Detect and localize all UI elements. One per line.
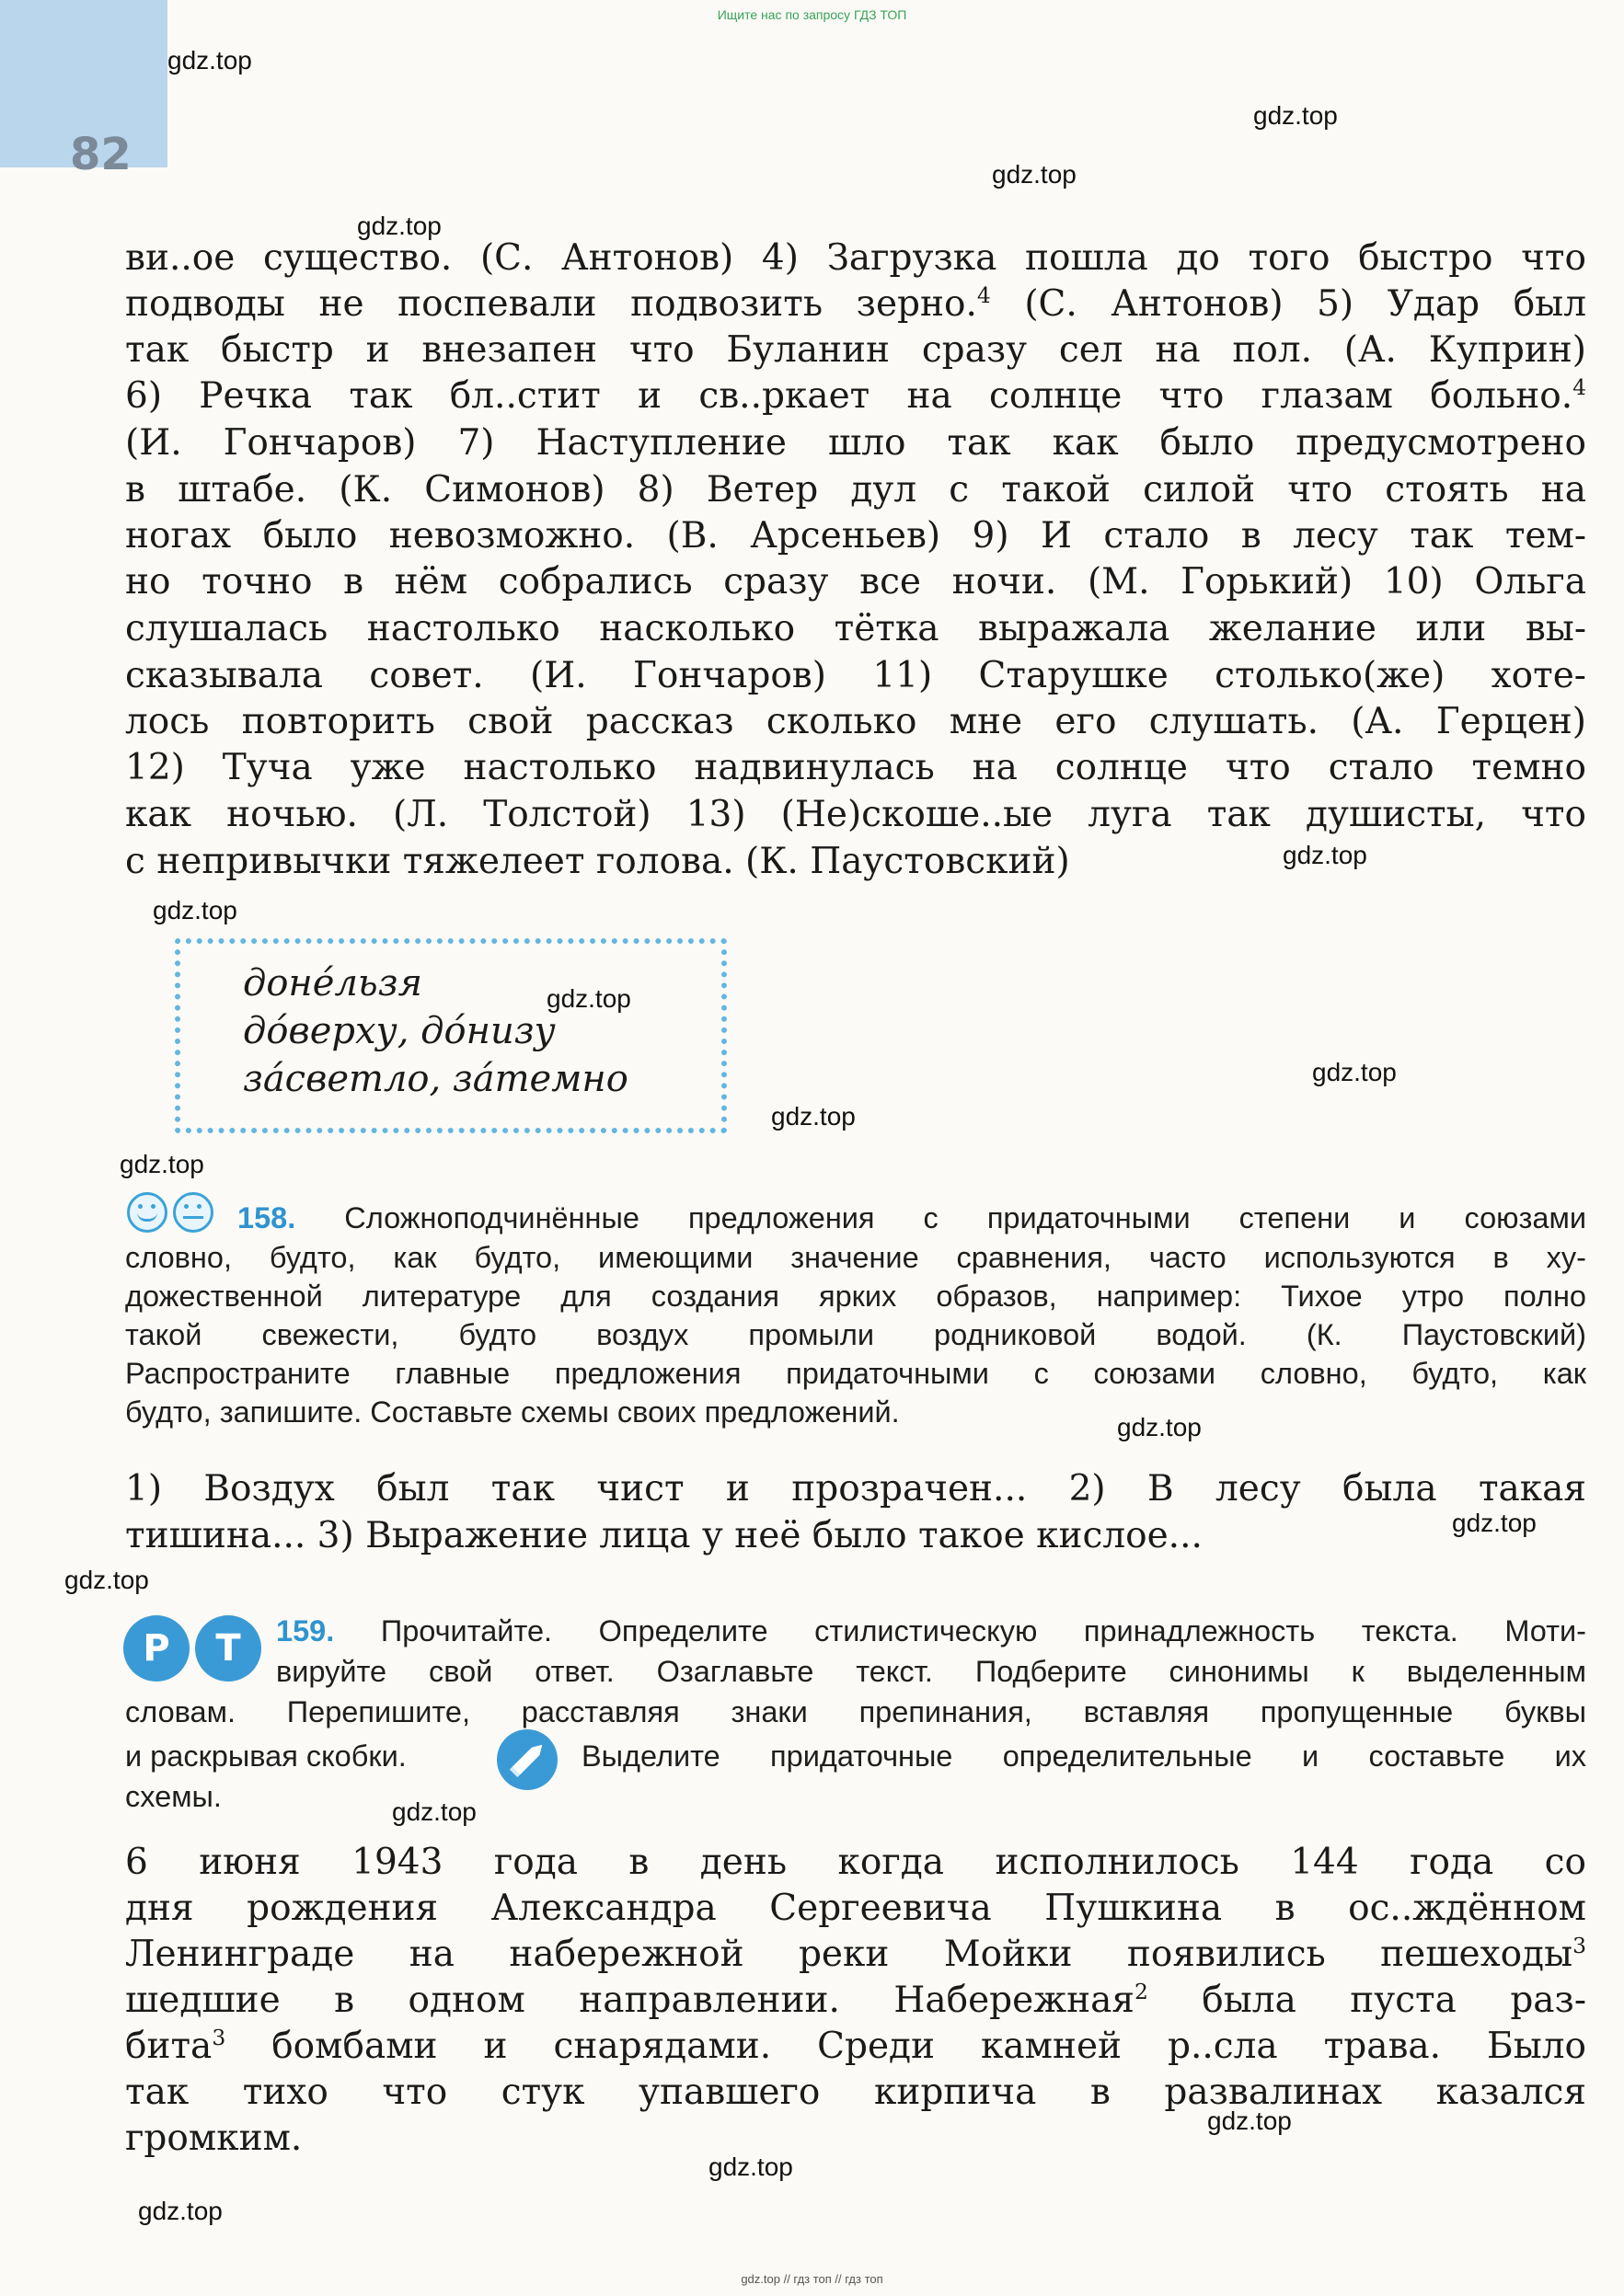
badge-r: Р (123, 1615, 190, 1682)
watermark: gdz.top (138, 2197, 223, 2225)
watermark: gdz.top (120, 1150, 204, 1178)
exercise-line: будто, запишите. Составьте схемы своих предложений. (125, 1395, 900, 1429)
text-line: с непривычки тяжелеет голова. (К. Паустовский) (125, 841, 1070, 882)
exercise-line: вируйте свой ответ. Озаглавьте текст. Подберите синонимы к выделенным (276, 1655, 1586, 1688)
exercise-line: и раскрывая скобки. (125, 1739, 407, 1773)
vocab-word: доне́льзя (243, 962, 422, 1004)
text-line: 6) Речка так бл..стит и св..ркает на солнце что глазам больно.$^4$ (125, 374, 1586, 417)
text-line: так тихо что стук упавшего кирпича в развалинах казался (125, 2072, 1586, 2113)
watermark: gdz.top (1312, 1058, 1397, 1086)
text-line: бита$^3$ бомбами и снарядами. Среди камней р..сла трава. Было (125, 2025, 1586, 2067)
text-line: 12) Туча уже настолько надвинулась на солнце что стало темно (125, 747, 1586, 788)
text-line: (И. Гончаров) 7) Наступление шло так как было предусмотрено (125, 422, 1586, 464)
watermark: gdz.top (167, 46, 252, 75)
exercise-line: словно, будто, как будто, имеющими значение сравнения, часто используются в ху- (125, 1241, 1586, 1274)
exercise-line: такой свежести, будто воздух промыли родниковой водой. (К. Паустовский) (125, 1318, 1586, 1351)
watermark: gdz.top (1283, 841, 1367, 869)
text-line: 6 июня 1943 года в день когда исполнилось 144 года со (125, 1842, 1586, 1883)
text-line: в штабе. (К. Симонов) 8) Ветер дул с такой силой что стоять на (125, 469, 1586, 511)
watermark: gdz.top (992, 160, 1077, 189)
top-note: Ищите нас по запросу ГДЗ ТОП (717, 7, 907, 22)
exercise-line: 159. Прочитайте. Определите стилистическую принадлежность текста. Моти- (276, 1614, 1587, 1647)
watermark: gdz.top (392, 1797, 477, 1826)
watermark: gdz.top (1253, 101, 1338, 130)
text-line: слушалась настолько насколько тётка выражала желание или вы- (125, 608, 1586, 649)
watermark: gdz.top (771, 1102, 856, 1131)
page-number: 82 (70, 129, 132, 180)
watermark: gdz.top (547, 984, 631, 1013)
exercise-line: словам. Перепишите, расставляя знаки препинания, вставляя пропущенные буквы (125, 1695, 1586, 1728)
watermark: gdz.top (153, 896, 237, 924)
text-line: громким. (125, 2118, 303, 2159)
badge-t: Т (195, 1615, 261, 1682)
watermark: gdz.top (1117, 1413, 1202, 1441)
exercise-line: Выделите придаточные определительные и составьте их (582, 1739, 1586, 1773)
vocab-word: за́светло, за́темно (243, 1058, 628, 1100)
text-line: но точно в нём собрались сразу все ночи. (М. Горький) 10) Ольга (125, 561, 1586, 603)
text-line: ногах было невозможно. (В. Арсеньев) 9) И стало в лесу так тем- (125, 515, 1586, 557)
text-line: Ленинграде на набережной реки Мойки появились пешеходы$^3$ (125, 1933, 1586, 1975)
exercise-number: 159. (276, 1614, 335, 1647)
vocab-word: до́верху, до́низу (243, 1010, 556, 1052)
text-line: ви..ое существо. (С. Антонов) 4) Загрузка пошла до того быстро что (125, 237, 1586, 279)
text-line: как ночью. (Л. Толстой) 13) (Не)скоше..ые луга так душисты, что (125, 794, 1586, 835)
smiley-faces-icon (127, 1192, 219, 1233)
exercise-line: дожественной литературе для создания ярких образов, например: Тихое утро полно (125, 1280, 1586, 1313)
text-line: сказывала совет. (И. Гончаров) 11) Старушке столько(же) хоте- (125, 655, 1586, 696)
exercise-line: 158. Сложноподчинённые предложения с придаточными степени и союзами (237, 1201, 1586, 1234)
exercise-number: 158. (237, 1201, 296, 1234)
text-line: так быстр и внезапен что Буланин сразу сел на пол. (А. Куприн) (125, 329, 1586, 371)
watermark: gdz.top (64, 1566, 149, 1594)
text-line: лось повторить свой рассказ сколько мне его слушать. (А. Герцен) (125, 701, 1586, 742)
example-line: тишина... 3) Выражение лица у неё было такое кислое... (125, 1515, 1203, 1556)
watermark: gdz.top (1452, 1509, 1537, 1537)
example-line: 1) Воздух был так чист и прозрачен... 2) В лесу была такая (125, 1468, 1586, 1510)
bottom-note: gdz.top // гдз топ // гдз топ (741, 2272, 883, 2286)
watermark: gdz.top (708, 2152, 793, 2181)
watermark: gdz.top (357, 212, 442, 240)
exercise-line: Распространите главные предложения придаточными с союзами словно, будто, как (125, 1357, 1586, 1390)
text-line: шедшие в одном направлении. Набережная$^2$ была пуста раз- (125, 1979, 1586, 2021)
vocabulary-box (175, 938, 727, 1133)
text-line: дня рождения Александра Сергеевича Пушкина в ос..ждённом (125, 1888, 1586, 1929)
exercise-line: схемы. (125, 1780, 222, 1813)
watermark: gdz.top (1207, 2107, 1292, 2135)
text-line: подводы не поспевали подвозить зерно.$^4$ (С. Антонов) 5) Удар был (125, 282, 1586, 325)
